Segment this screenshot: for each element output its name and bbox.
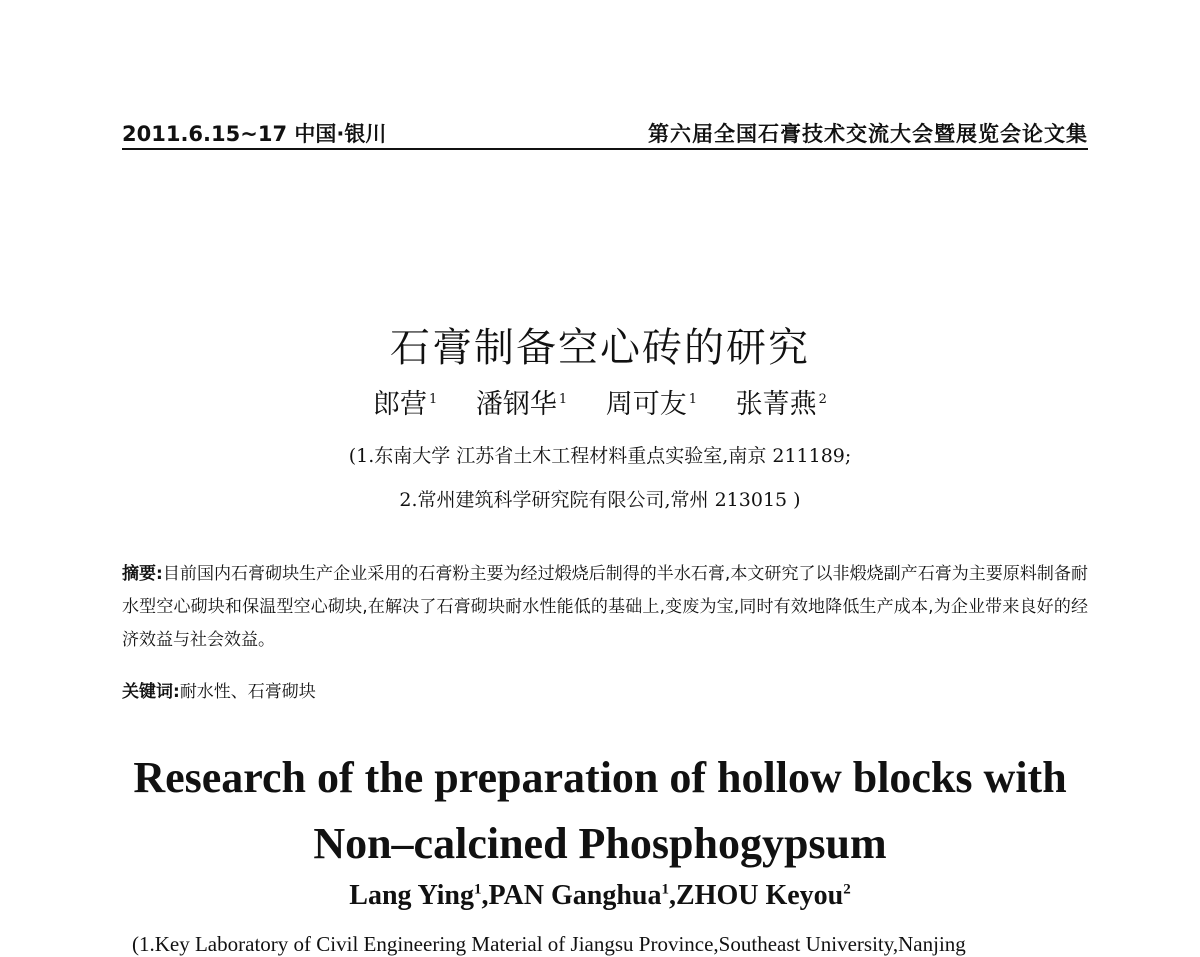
abstract-text: 目前国内石膏砌块生产企业采用的石膏粉主要为经过煅烧后制得的半水石膏,本文研究了以非煅烧副产石膏为主要原料制备耐水型空心砌块和保温型空心砌块,在解决了石膏砌块耐水性能低的基础上,变废为宝,同时有效地降低生产成本,为企业带来良好的经济效益与社会效益。	[122, 564, 1088, 650]
author-cn: 张菁燕 $^2$	[735, 389, 827, 420]
abstract-cn	[122, 558, 1088, 657]
header-rule	[122, 148, 1088, 150]
affiliation-en: (1.Key Laboratory of Civil Engineering Material of Jiangsu Province,Southeast University,Nanjing	[132, 932, 966, 956]
paper-title-en-line1: Research of the preparation of hollow blocks with	[133, 753, 1067, 802]
author-cn: 郎营 $^1$	[373, 389, 438, 420]
author-en: ,PAN Ganghua$^1$	[481, 880, 669, 911]
running-header-right: 第六届全国石膏技术交流大会暨展览会论文集	[648, 122, 1088, 146]
author-en: ,ZHOU Keyou$^2$	[668, 880, 851, 911]
keywords-label: 关键词:	[122, 682, 180, 702]
affiliation-cn-2: 2.常州建筑科学研究院有限公司,常州 213015 )	[399, 489, 801, 511]
author-en: Lang Ying$^1$	[349, 880, 482, 911]
paper-title-cn: 石膏制备空心砖的研究	[390, 325, 810, 371]
author-list-cn	[0, 382, 1200, 421]
keywords-text: 耐水性、石膏砌块	[179, 682, 316, 702]
running-header-left: 2011.6.15~17 中国·银川	[122, 122, 387, 146]
author-list-en	[0, 880, 1200, 912]
author-cn: 潘钢华 $^1$	[475, 389, 568, 420]
affiliation-cn-1: (1.东南大学 江苏省土木工程材料重点实验室,南京 211189;	[348, 445, 852, 467]
paper-title-en-line2: Non–calcined Phosphogypsum	[313, 819, 887, 868]
keywords-cn	[122, 677, 316, 702]
abstract-label: 摘要:	[122, 564, 163, 584]
author-cn: 周可友 $^1$	[605, 389, 698, 420]
